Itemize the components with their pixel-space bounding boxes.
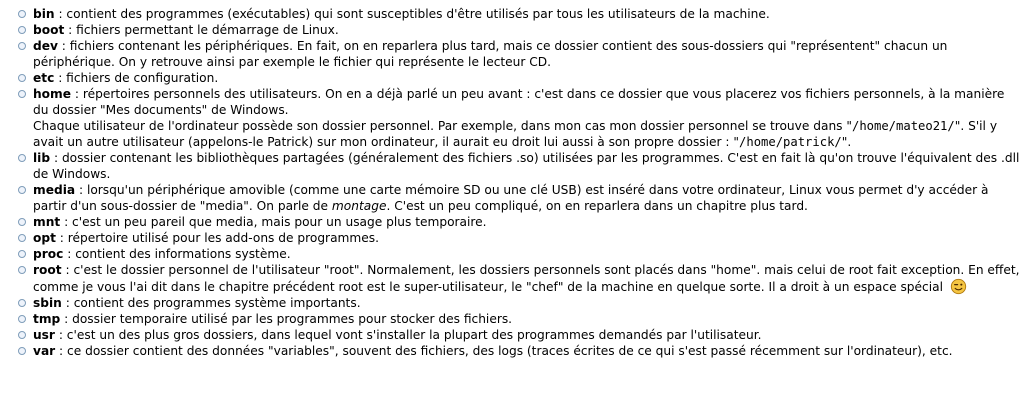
dir-description: : c'est un peu pareil que media, mais pour un usage plus temporaire. <box>60 215 487 229</box>
list-item-dev <box>0 38 1026 70</box>
dir-name: home <box>33 87 72 101</box>
code-path: /home/mateo21/ <box>852 119 955 133</box>
circle-bullet-icon <box>18 10 26 18</box>
list-item-boot <box>0 22 1026 38</box>
dir-description: : fichiers permettant le démarrage de Linux. <box>64 23 339 37</box>
dir-name: var <box>33 344 56 358</box>
dir-name: dev <box>33 39 58 53</box>
dir-name: mnt <box>33 215 61 229</box>
circle-bullet-icon <box>18 74 26 82</box>
circle-bullet-icon <box>18 154 26 162</box>
dir-description: : dossier contenant les bibliothèques partagées (généralement des fichiers .so) utilisées par les programmes. C'est en fait là qu'on trouve l'équivalent des .dll de Windows. <box>33 151 1020 181</box>
dir-description: : c'est le dossier personnel de l'utilisateur "root". Normalement, les dossiers personnels sont placés dans "home". mais celui de root fait exception. En effet, comme je vous l'ai dit dans le chapitre précédent root est le super-utilisateur, le "chef" de la machine en quelque sorte. Il a droit à un espace spécial <box>33 263 1020 294</box>
winking-smiley-icon <box>950 278 967 295</box>
dir-name: proc <box>33 247 64 261</box>
list-item-lib <box>0 150 1026 182</box>
dir-name: sbin <box>33 296 62 310</box>
dir-description-continued: ". <box>841 135 852 149</box>
circle-bullet-icon <box>18 234 26 242</box>
dir-description: : répertoire utilisé pour les add-ons de programmes. <box>55 231 380 245</box>
circle-bullet-icon <box>18 218 26 226</box>
dir-name: opt <box>33 231 56 245</box>
circle-bullet-icon <box>18 315 26 323</box>
dir-name: bin <box>33 7 55 21</box>
dir-description: : lorsqu'un périphérique amovible (comme une carte mémoire SD ou une clé USB) est inséré dans votre ordinateur, Linux vous permet d'y accéder à partir d'un sous-dossier de "media". On parle de <box>33 183 989 213</box>
dir-description-continued: Chaque utilisateur de l'ordinateur possède son dossier personnel. Par exemple, dans mon cas mon dossier personnel se trouve dans " <box>33 119 852 133</box>
list-item-mnt <box>0 214 1026 230</box>
dir-description: : fichiers de configuration. <box>54 71 219 85</box>
dir-name: boot <box>33 23 65 37</box>
list-item-tmp <box>0 311 1026 327</box>
dir-name: media <box>33 183 76 197</box>
list-item-var <box>0 343 1026 359</box>
emphasis-term: montage <box>331 199 387 213</box>
circle-bullet-icon <box>18 26 26 34</box>
list-item-bin <box>0 6 1026 22</box>
circle-bullet-icon <box>18 250 26 258</box>
list-item-usr <box>0 327 1026 343</box>
dir-name: root <box>33 263 62 277</box>
list-item-home <box>0 86 1026 150</box>
dir-description: : c'est un des plus gros dossiers, dans lequel vont s'installer la plupart des programmes demandés par l'utilisateur. <box>54 328 762 342</box>
circle-bullet-icon <box>18 299 26 307</box>
dir-description: : répertoires personnels des utilisateurs. On en a déjà parlé un peu avant : c'est dans ce dossier que vous placerez vos fichiers personnels, à la manière du dossier "Mes documents" de Windows. <box>33 87 1005 117</box>
circle-bullet-icon <box>18 186 26 194</box>
list-item-proc <box>0 246 1026 262</box>
list-item-media <box>0 182 1026 214</box>
circle-bullet-icon <box>18 266 26 274</box>
dir-description-continued: ". S'il y avait un autre utilisateur (appelons-le Patrick) sur mon ordinateur, il aurait eu droit lui aussi à son propre dossier : " <box>33 119 998 149</box>
code-path: /home/patrick/ <box>739 135 842 149</box>
circle-bullet-icon <box>18 42 26 50</box>
dir-name: etc <box>33 71 55 85</box>
list-item-root <box>0 262 1026 295</box>
list-item-etc <box>0 70 1026 86</box>
dir-description: : contient des programmes système importants. <box>61 296 361 310</box>
list-item-opt <box>0 230 1026 246</box>
circle-bullet-icon <box>18 90 26 98</box>
dir-description-continued: . C'est un peu compliqué, on en reparlera dans un chapitre plus tard. <box>386 199 808 213</box>
circle-bullet-icon <box>18 331 26 339</box>
dir-description: : contient des informations système. <box>63 247 291 261</box>
dir-name: usr <box>33 328 55 342</box>
dir-description: : ce dossier contient des données "variables", souvent des fichiers, des logs (traces écrites de ce qui s'est passé récemment sur l'ordinateur), etc. <box>55 344 953 358</box>
list-item-sbin <box>0 295 1026 311</box>
circle-bullet-icon <box>18 347 26 355</box>
dir-description: : contient des programmes (exécutables) qui sont susceptibles d'être utilisés par tous les utilisateurs de la machine. <box>54 7 770 21</box>
dir-description: : dossier temporaire utilisé par les programmes pour stocker des fichiers. <box>60 312 513 326</box>
dir-description: : fichiers contenant les périphériques. En fait, on en reparlera plus tard, mais ce dossier contient des sous-dossiers qui "représentent" chacun un périphérique. On y retrouve ainsi par exemple le fichier qui représente le lecteur CD. <box>33 39 948 69</box>
dir-name: tmp <box>33 312 61 326</box>
dir-name: lib <box>33 151 51 165</box>
